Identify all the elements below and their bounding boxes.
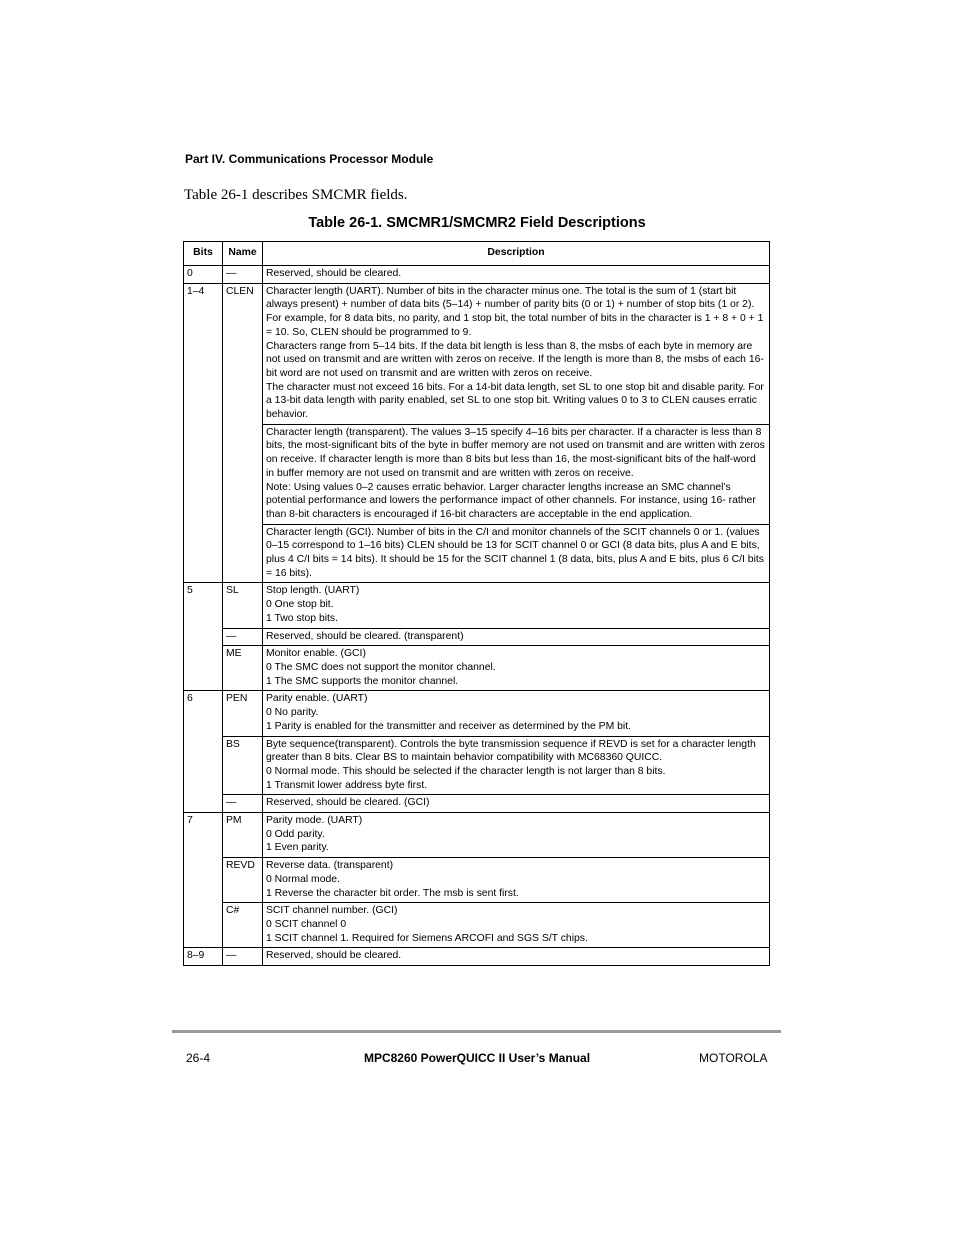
name-cell: BS — [223, 736, 263, 795]
field-descriptions-table — [183, 241, 770, 966]
section-header: Part IV. Communications Processor Module — [185, 152, 434, 166]
bits-cell: 8–9 — [184, 948, 223, 966]
description-line: 1 The SMC supports the monitor channel. — [266, 675, 459, 687]
description-line: Reserved, should be cleared. (GCI) — [266, 797, 430, 809]
description-cell — [263, 736, 770, 795]
description-cell — [263, 628, 770, 646]
table-row — [184, 813, 770, 858]
table-row — [184, 736, 770, 795]
table-row — [184, 858, 770, 903]
name-cell: PEN — [223, 691, 263, 736]
name-cell: REVD — [223, 858, 263, 903]
name-cell: C# — [223, 903, 263, 948]
description-cell — [263, 583, 770, 628]
description-line: 0 No parity. — [266, 707, 319, 719]
table-row — [184, 424, 770, 524]
intro-paragraph: Table 26-1 describes SMCMR fields. — [184, 187, 408, 203]
description-cell — [263, 424, 770, 524]
table-row — [184, 583, 770, 628]
table-row — [184, 948, 770, 966]
name-cell: — — [223, 628, 263, 646]
table-header-row — [184, 242, 770, 266]
table-caption: Table 26-1. SMCMR1/SMCMR2 Field Descriptions — [308, 215, 646, 231]
header-description: Description — [263, 242, 770, 266]
description-cell — [263, 646, 770, 691]
bits-cell: 5 — [184, 583, 223, 691]
description-cell — [263, 283, 770, 424]
name-cell: — — [223, 266, 263, 284]
table-row — [184, 795, 770, 813]
description-line: Characters range from 5–14 bits. If the data bit length is less than 8, the msbs of each byte in memory are not used on transmit and are written with zeros on receive. If the length is more than 8, the msbs of each 16-bit word are not used on transmit and are written with zeros on receive. — [266, 340, 764, 379]
description-line: 0 Normal mode. — [266, 873, 340, 885]
description-cell — [263, 795, 770, 813]
description-line: 1 Reverse the character bit order. The msb is sent first. — [266, 887, 519, 899]
description-line: Reserved, should be cleared. — [266, 268, 402, 279]
description-line: Reserved, should be cleared. (transparent) — [266, 630, 464, 642]
header-name: Name — [223, 242, 263, 266]
description-cell — [263, 948, 770, 966]
description-line: 0 One stop bit. — [266, 599, 334, 611]
name-cell: — — [223, 795, 263, 813]
name-cell: PM — [223, 813, 263, 858]
table-row — [184, 266, 770, 284]
page-number: 26-4 — [186, 1051, 211, 1065]
table-row — [184, 524, 770, 583]
description-line: SCIT channel number. (GCI) — [266, 905, 398, 917]
table-row — [184, 903, 770, 948]
table-row — [184, 628, 770, 646]
description-line: Character length (UART). Number of bits in the character minus one. The total is the sum of 1 (start bit always present) + number of data bits (5–14) + number of parity bits (0 or 1) + number of stop bits (1 or 2). For example, for 8 data bits, no parity, and 1 stop bit, the total number of bits in the character is 1 + 8 + 0 + 1 = 10. So, CLEN should be programmed to 9. — [266, 285, 764, 338]
name-cell: SL — [223, 583, 263, 628]
description-line: Stop length. (UART) — [266, 585, 360, 597]
description-line: The character must not exceed 16 bits. For a 14-bit data length, set SL to one stop bit and disable parity. For a 13-bit data length with parity enabled, set SL to one stop bit. Writing values 0 to 3 to CLEN causes erratic behavior. — [266, 381, 764, 421]
description-line: 0 Normal mode. This should be selected if the character length is not larger than 8 bits. — [266, 765, 666, 777]
bits-cell: 6 — [184, 691, 223, 813]
description-cell — [263, 266, 770, 284]
bits-cell: 7 — [184, 813, 223, 948]
description-line: Byte sequence(transparent). Controls the byte transmission sequence if REVD is set for a character length greater than 8 bits. Clear BS to maintain behavior compatibility with MC68360 QUICC. — [266, 738, 756, 764]
description-line: Reserved, should be cleared. — [266, 950, 402, 962]
description-line: Parity mode. (UART) — [266, 815, 363, 827]
description-cell — [263, 691, 770, 736]
description-cell — [263, 903, 770, 948]
description-line: 1 Transmit lower address byte first. — [266, 779, 428, 791]
description-line: Note: Using values 0–2 causes erratic behavior. Larger character lengths increase an SMC channel’s potential performance and lowers the performance impact of other channels. For instance, using 16- rather than 8-bit characters is encouraged if 16-bit characters are acceptable in the end application. — [266, 481, 756, 520]
company-name: MOTOROLA — [699, 1051, 768, 1065]
bits-cell: 1–4 — [184, 283, 223, 583]
table-row — [184, 646, 770, 691]
description-cell — [263, 858, 770, 903]
description-line: 1 Even parity. — [266, 842, 329, 854]
name-cell: CLEN — [223, 283, 263, 583]
description-line: 0 Odd parity. — [266, 828, 325, 840]
bits-cell: 0 — [184, 266, 223, 284]
table-row — [184, 283, 770, 424]
description-line: 1 SCIT channel 1. Required for Siemens ARCOFI and SGS S/T chips. — [266, 932, 588, 944]
description-line: 1 Two stop bits. — [266, 612, 339, 624]
description-line: 0 The SMC does not support the monitor channel. — [266, 661, 496, 673]
name-cell: ME — [223, 646, 263, 691]
description-line: Character length (transparent). The values 3–15 specify 4–16 bits per character. If a character is less than 8 bits, the most-significant bits of the byte in buffer memory are not used on transmit and are written with zeros on receive. If character length is more than 8 bits but less than 16, the most-significant bits of the half-word in buffer memory are not used on transmit and are written with zeros on receive. — [266, 426, 765, 479]
description-line: 0 SCIT channel 0 — [266, 918, 347, 930]
table-row — [184, 691, 770, 736]
description-line: Parity enable. (UART) — [266, 693, 368, 705]
description-line: 1 Parity is enabled for the transmitter and receiver as determined by the PM bit. — [266, 720, 632, 732]
description-cell — [263, 813, 770, 858]
manual-title: MPC8260 PowerQUICC II User’s Manual — [363, 1051, 591, 1065]
footer-rule — [172, 1030, 781, 1033]
description-line: Monitor enable. (GCI) — [266, 648, 366, 660]
description-cell — [263, 524, 770, 583]
header-bits: Bits — [184, 242, 223, 266]
description-line: Reverse data. (transparent) — [266, 860, 394, 872]
description-line: Character length (GCI). Number of bits in the C/I and monitor channels of the SCIT channels 0 or 1. (values 0–15 correspond to 1–16 bits) CLEN should be 13 for SCIT channel 0 or GCI (8 data bits, plus A and E bits, plus 4 C/I bits = 14 bits). It should be 15 for the SCIT channel 1 (8 data, bits, plus A and E bits, plus 6 C/I bits = 16 bits). — [266, 526, 764, 579]
name-cell: — — [223, 948, 263, 966]
